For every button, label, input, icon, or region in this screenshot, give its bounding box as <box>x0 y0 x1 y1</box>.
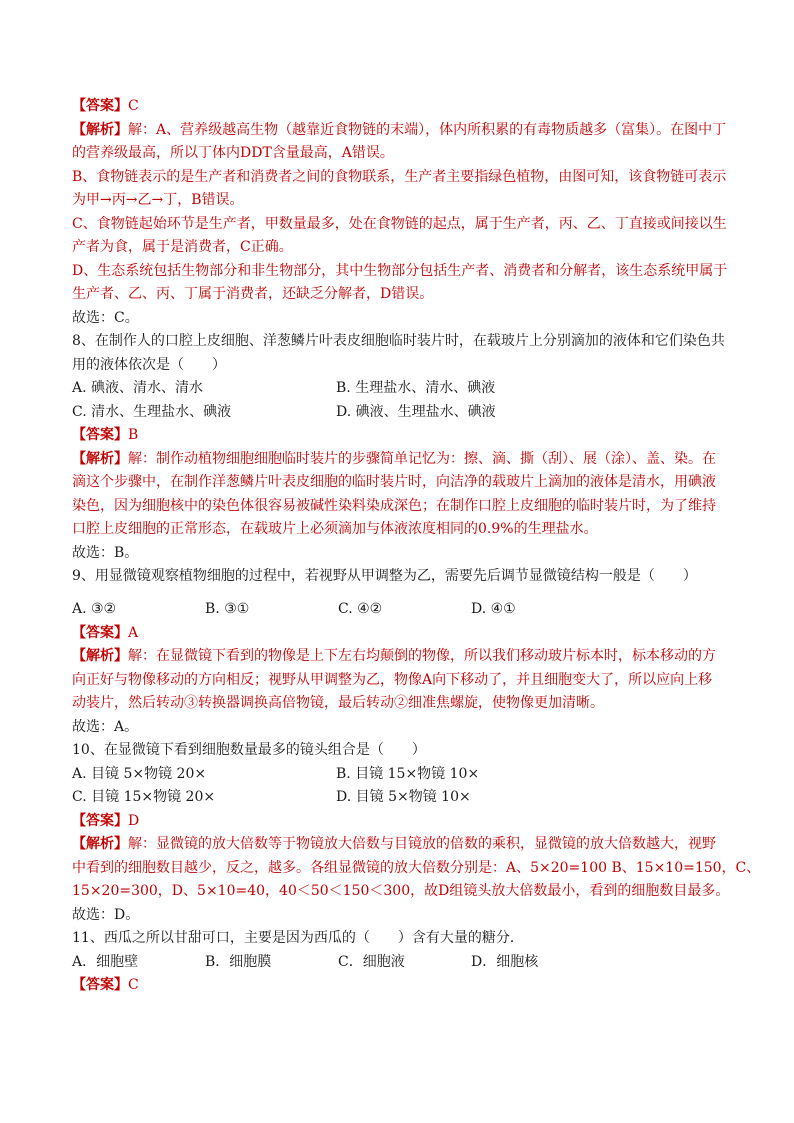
option-row <box>72 763 724 787</box>
option: A. 目镜 5×物镜 20× <box>72 765 207 782</box>
analysis-label: 【解析】 <box>72 648 128 664</box>
analysis-line <box>72 283 724 307</box>
analysis-label: 【解析】 <box>72 121 128 138</box>
answer-text: C <box>128 98 139 114</box>
analysis-text: 解：在显微镜下看到的物像是上下左右均颠倒的物像，所以我们移动玻片标本时，标本移动的方 <box>128 648 716 664</box>
option-row <box>72 786 724 810</box>
option: D. ④① <box>471 601 516 617</box>
analysis-text: 解：A、营养级越高生物（越靠近食物链的末端），体内所积累的有毒物质越多（富集）。在图中丁 <box>128 121 727 138</box>
answer-line <box>72 95 724 119</box>
analysis-line <box>72 448 724 472</box>
answer-text: A <box>128 624 139 641</box>
choice-line: 故选：B。 <box>72 544 139 561</box>
analysis-text: 染色，因为细胞核中的染色体很容易被碱性染料染成深色；在制作口腔上皮细胞的临时装片时，为了维持 <box>72 497 716 514</box>
answer-line <box>72 424 724 448</box>
answer-text: C <box>128 977 139 993</box>
analysis-text: 动装片，然后转动③转换器调换高倍物镜，最后转动②细准焦螺旋，使物像更加清晰。 <box>72 695 604 711</box>
option: D. 目镜 5×物镜 10× <box>336 789 471 805</box>
analysis-line <box>72 236 724 260</box>
option: A．细胞壁 <box>72 953 139 970</box>
option: C. 目镜 15×物镜 20× <box>72 789 216 805</box>
analysis-text: 滴这个步骤中，在制作洋葱鳞片叶表皮细胞的临时装片时，向洁净的载玻片上滴加的液体是清水，用碘液 <box>72 474 716 490</box>
option-row <box>72 377 724 401</box>
option: C. 清水、生理盐水、碘液 <box>72 403 232 420</box>
option: A. ③② <box>72 601 117 617</box>
analysis-text: 15×20=300，D、5×10=40，40＜50＜150＜300，故D组镜头放大倍数最小，看到的细胞数目最多。 <box>72 883 730 899</box>
option: C. ④② <box>338 601 383 617</box>
question-line: 11、西瓜之所以甘甜可口，主要是因为西瓜的（ ）含有大量的糖分． <box>72 930 524 946</box>
analysis-line <box>72 260 728 284</box>
analysis-label: 【解析】 <box>72 450 128 467</box>
analysis-line <box>72 645 724 669</box>
option: B. 生理盐水、清水、碘液 <box>336 380 496 396</box>
answer-line <box>72 622 724 646</box>
answer-label: 【答案】 <box>72 812 128 829</box>
analysis-line <box>72 119 727 143</box>
analysis-text: 口腔上皮细胞的正常形态，在载玻片上必须滴加与体液浓度相同的0.9%的生理盐水。 <box>72 521 598 537</box>
option-row <box>72 401 724 425</box>
option: D．细胞核 <box>471 953 539 970</box>
analysis-line <box>72 495 724 519</box>
analysis-text: 为甲→丙→乙→丁，B错误。 <box>72 192 244 208</box>
answer-label: 【答案】 <box>72 427 128 443</box>
analysis-line <box>72 692 724 716</box>
analysis-line <box>72 880 730 904</box>
analysis-line <box>72 166 727 190</box>
option: A. 碘液、清水、清水 <box>72 380 204 396</box>
option-row <box>72 598 724 622</box>
analysis-text: 向正好与物像移动的方向相反；视野从甲调整为乙，物像A向下移动了，并且细胞变大了，所以应向上移 <box>72 671 713 688</box>
question-line: 8、在制作人的口腔上皮细胞、洋葱鳞片叶表皮细胞临时装片时，在载玻片上分别滴加的液体和它们染色共 <box>72 333 725 349</box>
answer-label: 【答案】 <box>72 98 128 114</box>
choice-line: 故选：D。 <box>72 906 140 923</box>
option: C．细胞液 <box>338 953 405 970</box>
answer-label: 【答案】 <box>72 977 128 993</box>
analysis-line <box>72 142 724 166</box>
option: B．细胞膜 <box>205 953 272 970</box>
analysis-text: C、食物链起始环节是生产者，甲数量最多，处在食物链的起点，属于生产者，丙、乙、丁直接或间接以生 <box>72 215 727 232</box>
analysis-text: B、食物链表示的是生产者和消费者之间的食物联系，生产者主要指绿色植物，由图可知，该食物链可表示 <box>72 168 727 185</box>
document-content <box>72 95 761 998</box>
answer-label: 【答案】 <box>72 624 128 641</box>
answer-line <box>72 974 724 998</box>
option: B. 目镜 15×物镜 10× <box>336 765 480 782</box>
option: B. ③① <box>205 601 250 617</box>
question-line: 用的液体依次是（ ） <box>72 356 226 373</box>
analysis-text: 解：制作动植物细胞细胞临时装片的步骤简单记忆为：擦、滴、撕（刮）、展（涂）、盖、染。在 <box>128 450 716 467</box>
analysis-text: 解：显微镜的放大倍数等于物镜放大倍数与目镜放的倍数的乘积，显微镜的放大倍数越大，视野 <box>128 836 716 852</box>
analysis-line <box>72 213 727 237</box>
choice-line: 故选：A。 <box>72 718 139 735</box>
choice-line: 故选：C。 <box>72 309 139 326</box>
analysis-text: 产者为食，属于是消费者，C正确。 <box>72 239 293 255</box>
analysis-line <box>72 857 761 881</box>
answer-text: B <box>128 427 139 443</box>
analysis-line <box>72 833 724 857</box>
analysis-line <box>72 518 724 542</box>
answer-text: D <box>128 812 140 829</box>
question-line: 10、在显微镜下看到细胞数量最多的镜头组合是（ ） <box>72 742 426 758</box>
option: D. 碘液、生理盐水、碘液 <box>336 403 496 420</box>
analysis-line <box>72 669 724 693</box>
analysis-text: 生产者、乙、丙、丁属于消费者，还缺乏分解者，D错误。 <box>72 286 434 302</box>
analysis-label: 【解析】 <box>72 836 128 852</box>
answer-line <box>72 810 724 834</box>
analysis-text: D、生态系统包括生物部分和非生物部分，其中生物部分包括生产者、消费者和分解者，该生态系统甲属于 <box>72 262 728 279</box>
analysis-line <box>72 189 724 213</box>
question-line: 9、用显微镜观察植物细胞的过程中，若视野从甲调整为乙，需要先后调节显微镜结构一般是（ ） <box>72 568 697 584</box>
analysis-text: 的营养级最高，所以丁体内DDT含量最高，A错误。 <box>72 145 394 161</box>
analysis-text: 中看到的细胞数目越少，反之，越多。各组显微镜的放大倍数分别是：A、5×20=100 B、15×10=150，C、 <box>72 859 761 876</box>
option-row <box>72 951 724 975</box>
analysis-line <box>72 471 724 495</box>
